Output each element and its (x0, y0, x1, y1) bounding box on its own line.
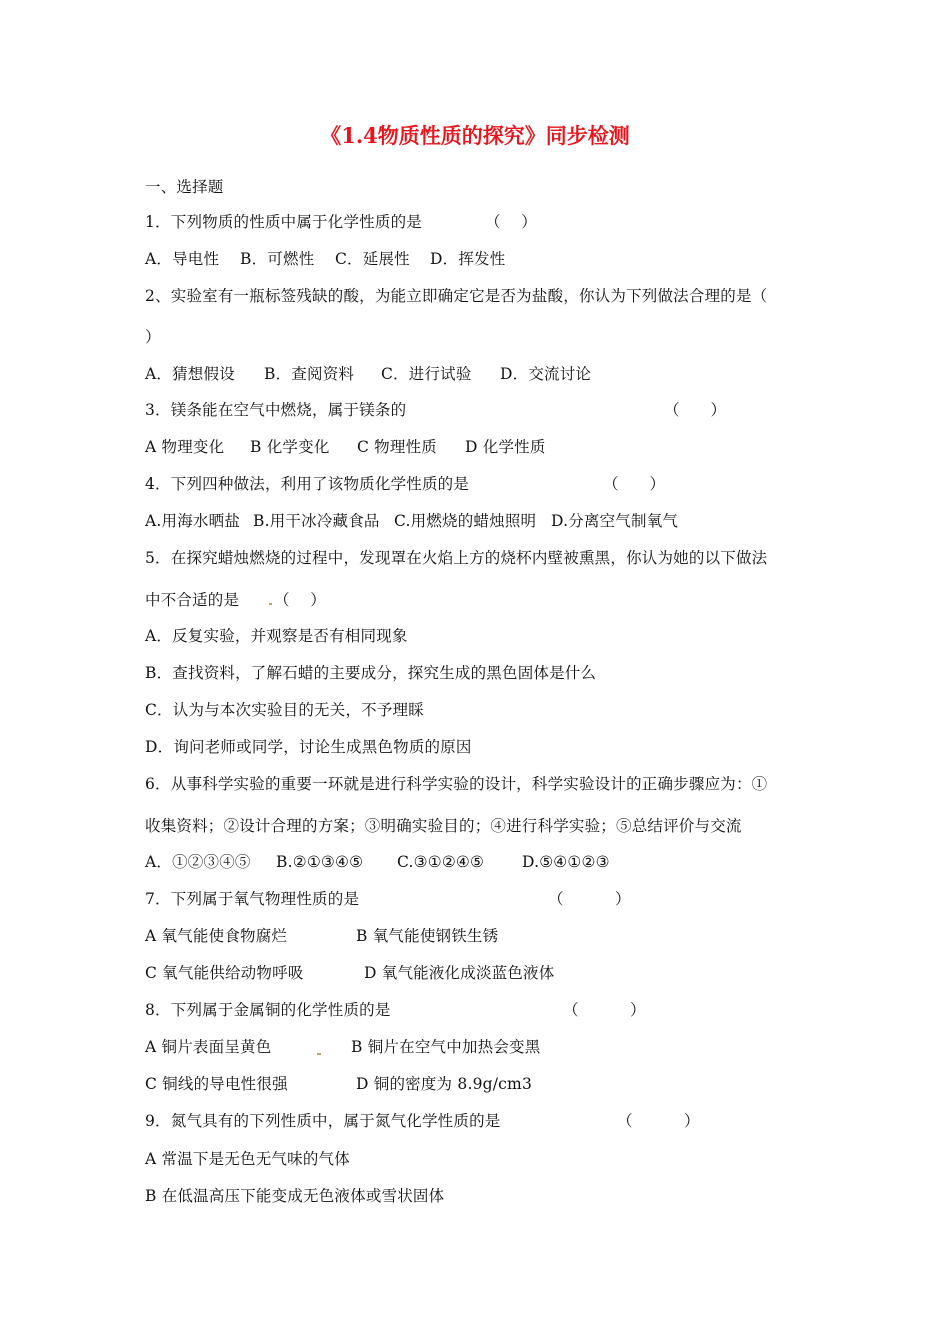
document-title: 《1.4物质性质的探究》同步检测 (320, 123, 630, 148)
option-d: D．询问老师或同学，讨论生成黑色物质的原因 (145, 738, 472, 756)
question-stem: 1．下列物质的性质中属于化学性质的是 (145, 213, 422, 231)
question-2: 2、实验室有一瓶标签残缺的酸，为能立即确定它是否为盐酸，你认为下列做法合理的是（ (145, 287, 768, 305)
option-d: D.⑤④①②③ (522, 853, 610, 871)
option-d: D 化学性质 (465, 438, 546, 456)
option-b: B．查找资料，了解石蜡的主要成分，探究生成的黑色固体是什么 (145, 664, 597, 682)
answer-paren: （ ） (563, 1001, 646, 1019)
answer-paren: （ ） (603, 475, 666, 493)
option-a: A．①②③④⑤ (145, 853, 251, 871)
question-2-cont: ） (145, 328, 161, 346)
answer-paren: （ ） (617, 1112, 700, 1130)
option-b: B 铜片在空气中加热会变黑 (351, 1038, 541, 1056)
question-stem: 3．镁条能在空气中燃烧，属于镁条的 (145, 401, 407, 419)
option-b: B 在低温高压下能变成无色液体或雪状固体 (145, 1187, 445, 1205)
option-a: A 铜片表面呈黄色 (145, 1038, 272, 1056)
option-c: C.③①②④⑤ (397, 853, 485, 871)
answer-paren: （ ） (485, 213, 537, 231)
option-c: C 铜线的导电性很强 (145, 1075, 288, 1093)
stray-mark (317, 1053, 321, 1055)
answer-paren: （ ） (664, 401, 727, 419)
question-stem: 中不合适的是 (145, 591, 240, 609)
stray-mark (269, 603, 272, 605)
section-heading: 一、选择题 (145, 178, 224, 196)
option-c: C 氧气能供给动物呼吸 (145, 964, 304, 982)
question-6: 6．从事科学实验的重要一环就是进行科学实验的设计，科学实验设计的正确步骤应为：① (145, 775, 768, 793)
option-d: D 铜的密度为 8.9g/cm3 (356, 1075, 533, 1093)
answer-paren: （ ） (274, 591, 326, 609)
option-d: D.分离空气制氧气 (551, 512, 679, 530)
question-6-cont: 收集资料；②设计合理的方案；③明确实验目的；④进行科学实验；⑤总结评价与交流 (145, 817, 742, 835)
option-b: B.②①③④⑤ (276, 853, 364, 871)
option-c: C.用燃烧的蜡烛照明 (394, 512, 537, 530)
option-b: B.用干冰冷藏食品 (253, 512, 380, 530)
option-a: A．导电性 (145, 250, 220, 268)
option-d: D．交流讨论 (500, 365, 592, 383)
option-c: C 物理性质 (357, 438, 437, 456)
question-stem: 9．氮气具有的下列性质中，属于氮气化学性质的是 (145, 1112, 501, 1130)
question-stem: 7．下列属于氧气物理性质的是 (145, 890, 360, 908)
answer-paren: （ ） (548, 890, 631, 908)
question-stem: 4．下列四种做法，利用了该物质化学性质的是 (145, 475, 470, 493)
option-d: D．挥发性 (430, 250, 506, 268)
option-b: B．可燃性 (240, 250, 315, 268)
option-a: A.用海水晒盐 (145, 512, 241, 530)
option-c: C．认为与本次实验目的无关，不予理睬 (145, 701, 424, 719)
option-a: A 常温下是无色无气味的气体 (145, 1150, 350, 1168)
option-c: C．延展性 (335, 250, 410, 268)
option-b: B 氧气能使钢铁生锈 (356, 927, 499, 945)
option-a: A．猜想假设 (145, 365, 235, 383)
option-a: A 氧气能使食物腐烂 (145, 927, 288, 945)
option-a: A．反复实验，并观察是否有相同现象 (145, 627, 408, 645)
option-b: B 化学变化 (250, 438, 330, 456)
question-5: 5．在探究蜡烛燃烧的过程中，发现罩在火焰上方的烧杯内壁被熏黑，你认为她的以下做法 (145, 549, 768, 567)
question-stem: 8．下列属于金属铜的化学性质的是 (145, 1001, 391, 1019)
option-d: D 氧气能液化成淡蓝色液体 (364, 964, 555, 982)
option-a: A 物理变化 (145, 438, 225, 456)
option-b: B．查阅资料 (264, 365, 355, 383)
option-c: C．进行试验 (381, 365, 472, 383)
